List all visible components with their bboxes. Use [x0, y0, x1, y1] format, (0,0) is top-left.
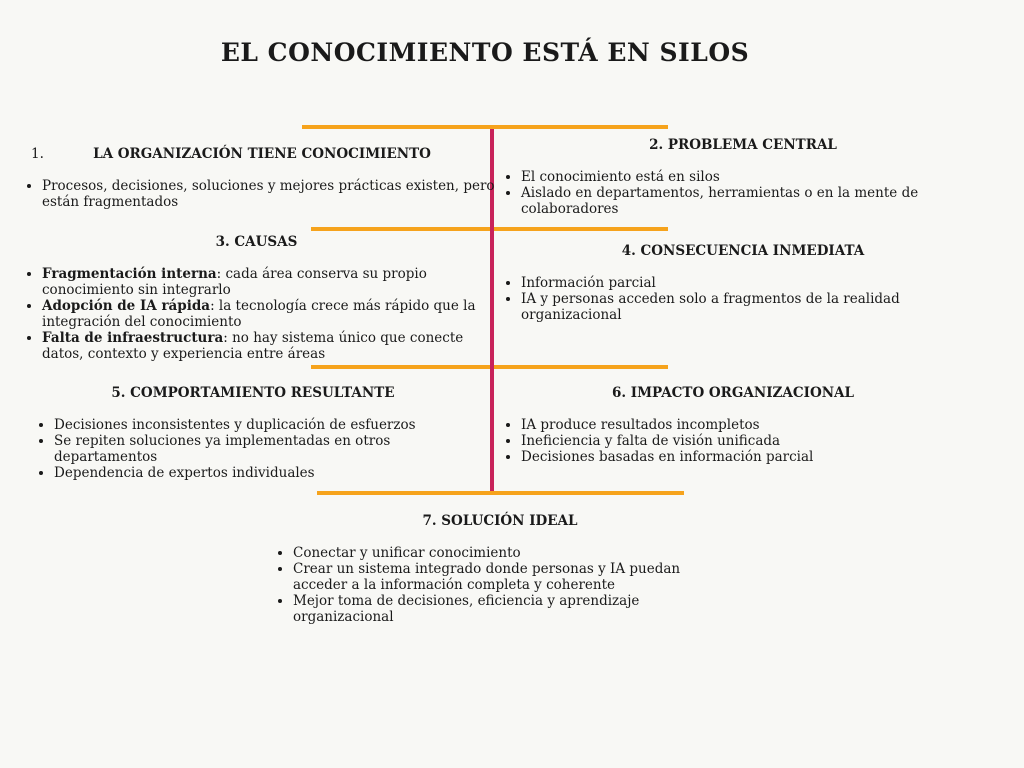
section-6-heading: 6. IMPACTO ORGANIZACIONAL: [611, 385, 855, 401]
list-item: [293, 593, 725, 625]
item-text: Dependencia de expertos individuales: [54, 465, 315, 481]
list-item: [521, 185, 983, 217]
item-text: Procesos, decisiones, soluciones y mejores prácticas existen, pero están fragmentados: [42, 178, 495, 210]
section-4: [503, 243, 983, 323]
list-item: [293, 545, 725, 561]
list-item: [54, 417, 470, 433]
item-bold: Fragmentación interna: [42, 266, 217, 282]
section-7-heading: 7. SOLUCIÓN IDEAL: [422, 513, 578, 529]
item-text: Mejor toma de decisiones, eficiencia y aprendizaje organizacional: [293, 593, 640, 625]
section-7: [275, 513, 725, 625]
section-1-number: 1.: [31, 146, 44, 162]
item-text: IA y personas acceden solo a fragmentos de la realidad organizacional: [521, 291, 900, 323]
item-bold: Adopción de IA rápida: [42, 298, 211, 314]
section-6-list: [503, 417, 963, 465]
item-text: : cada área conserva su propio conocimiento sin integrarlo: [42, 266, 427, 298]
item-text: Crear un sistema integrado donde personas y IA puedan acceder a la información completa y coherente: [293, 561, 681, 593]
item-text: Decisiones inconsistentes y duplicación de esfuerzos: [54, 417, 416, 433]
section-2: [503, 137, 983, 217]
list-item: [54, 433, 470, 465]
item-text: : la tecnología crece más rápido que la integración del conocimiento: [42, 298, 476, 330]
item-text: Aislado en departamentos, herramientas o en la mente de colaboradores: [521, 185, 919, 217]
list-item: [42, 266, 489, 298]
divider-line-top: [302, 125, 668, 129]
item-text: El conocimiento está en silos: [521, 169, 720, 185]
section-5: [36, 385, 470, 481]
section-4-heading: 4. CONSECUENCIA INMEDIATA: [621, 243, 865, 259]
section-7-list: [275, 545, 725, 625]
list-item: [521, 291, 983, 323]
list-item: [42, 330, 489, 362]
divider-line-bottom: [317, 491, 684, 495]
section-2-list: [503, 169, 983, 217]
list-item: [54, 465, 470, 481]
item-text: IA produce resultados incompletos: [521, 417, 760, 433]
item-bold: Falta de infraestructura: [42, 330, 224, 346]
section-1-list: [24, 178, 500, 210]
list-item: [521, 449, 963, 465]
list-item: [521, 275, 983, 291]
item-text: : no hay sistema único que conecte datos, contexto y experiencia entre áreas: [42, 330, 464, 362]
item-text: Conectar y unificar conocimiento: [293, 545, 521, 561]
section-1: [24, 146, 500, 210]
item-text: Decisiones basadas en información parcial: [521, 449, 814, 465]
list-item: [42, 298, 489, 330]
section-4-list: [503, 275, 983, 323]
item-text: Ineficiencia y falta de visión unificada: [521, 433, 781, 449]
list-item: [521, 433, 963, 449]
item-text: Se repiten soluciones ya implementadas en otros departamentos: [54, 433, 391, 465]
section-3-list: [24, 266, 489, 362]
list-item: [293, 561, 725, 593]
list-item: [521, 169, 983, 185]
section-5-list: [36, 417, 470, 481]
section-2-heading: 2. PROBLEMA CENTRAL: [649, 137, 837, 153]
item-text: Información parcial: [521, 275, 656, 291]
section-1-heading: LA ORGANIZACIÓN TIENE CONOCIMIENTO: [93, 146, 431, 162]
page-title: EL CONOCIMIENTO ESTÁ EN SILOS: [220, 38, 750, 67]
section-5-heading: 5. COMPORTAMIENTO RESULTANTE: [111, 385, 395, 401]
section-3-heading: 3. CAUSAS: [215, 234, 298, 250]
list-item: [521, 417, 963, 433]
list-item: [42, 178, 500, 210]
section-3: [24, 234, 489, 362]
section-6: [503, 385, 963, 465]
